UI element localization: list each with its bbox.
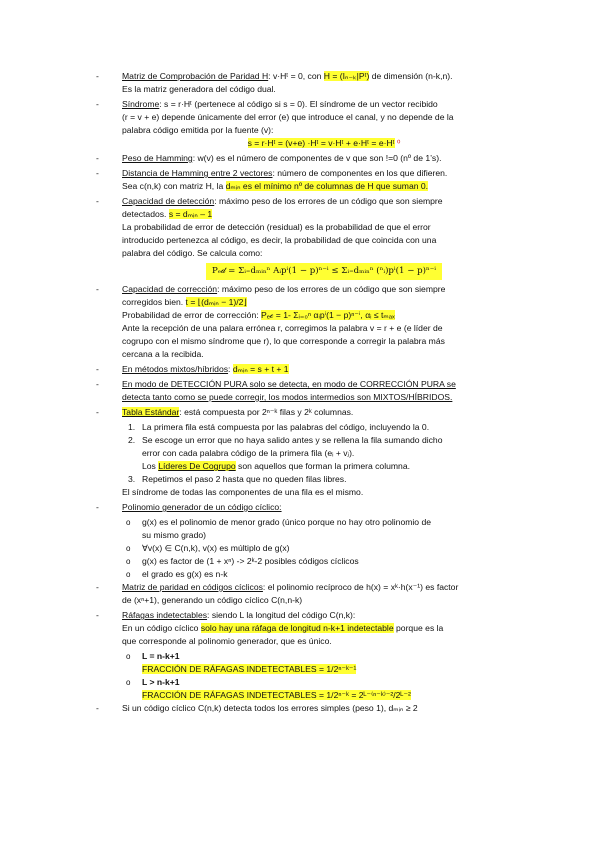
syndrome-formula: s = r·Hᵗ = (v+e) ·Hᵗ = v·Hᵗ + e·Hᵗ = e·Hᵗ (247, 138, 395, 148)
list-item: - En modo de DETECCIÓN PURA solo se detecta, en modo de CORRECCIÓN PURA se detecta tanto como se puede corregir, los modos intermedios son MIXTOS/HÍBRIDOS. (96, 379, 456, 402)
list-item: - Peso de Hamming: w(v) es el número de componentes de v que son !=0 (nº de 1’s). (96, 153, 442, 163)
list-item: - Tabla Estándar: está compuesta por 2ⁿ⁻ᵏ filas y 2ᵏ columnas. (96, 407, 354, 417)
sub-item: o ∀v(x) ∈ C(n,k), v(x) es múltiplo de g(x) (126, 543, 290, 553)
list-item: - Polinomio generador de un código cíclico: (96, 502, 282, 512)
numbered-item: 1. La primera fila está compuesta por las palabras del código, incluyendo la 0. (128, 422, 430, 432)
sub-item: o L > n-k+1 FRACCIÓN DE RÁFAGAS INDETECTABLES = 1/2ⁿ⁻ᵏ = 2ᴸ⁻⁽ⁿ⁻ᵏ⁾⁻²/2ᴸ⁻² (126, 677, 411, 700)
numbered-item: 2. Se escoge un error que no haya salido antes y se rellena la fila sumando dicho error con cada palabra código de la primera fila (eᵢ + vⱼ). Los Líderes De Cogrupo son aquellos que forman la primera columna. (128, 435, 443, 471)
sub-item: o g(x) es factor de (1 + xⁿ) -> 2ᵏ-2 posibles códigos cíclicos (126, 556, 359, 566)
document-body: - Matriz de Comprobación de Paridad H: v·Hᵗ = 0, con H = (Iₙ₋ₖ|Pᵗ) de dimensión (n-k,n). Es la matriz generadora del código dual. - Síndrome: s = r·Hᵗ (pertenece al código si s = 0). El síndrome de un vector recibido (r = v + e) depende únicamente del error (e) que introduce el canal, y no depende de la palabra código emitida por la fuente (v): s = r·Hᵗ = (v+e) ·Hᵗ = v·Hᵗ + e·Hᵗ = e·Hᵗ ⁰ - Peso de Hamming: w(v) es el número de componentes de v que son !=0 (nº de 1’s). - Distancia de Hamming entre 2 vectores: número de componentes en los que difieren. Sea c(n,k) con matriz H, la dₘᵢₙ es el mínimo nº de columnas de H que suman 0. - Capacidad de detección: máximo peso de los errores de un código que son siempre detectados. s = dₘᵢₙ – 1 La probabilidad de error de detección (residual) es la probabilidad de que el error introducido pertenezca al código, es decir, la probabilidad de que coincida con una palabra del código. Se calcula como: Pₑ𝒹 = Σᵢ₌dₘᵢₙⁿ Aᵢpⁱ(1 − p)ⁿ⁻ⁱ ≤ Σᵢ₌dₘᵢₙⁿ (ⁿᵢ)pⁱ(1 − p)ⁿ⁻ⁱ - Capacidad de corrección: máximo peso de los errores de un código que son siempre corregidos bien. t = ⌊(dₘᵢₙ − 1)/2⌋ Probabilidad de error de corrección: Pₑ𝒸 = 1- Σᵢ₌₀ⁿ αᵢpⁱ(1 − p)ⁿ⁻ⁱ, αᵢ ≤ tₘₐₓ Ante la recepción de una palara errónea r, corregimos la palabra v = r + e (e líder de cogrupo con el mismo síndrome que r), lo que corresponde a corregir la palabra más cercana a la recibida. - En métodos mixtos/híbridos: dₘᵢₙ = s + t + 1 - En modo de DETECCIÓN PURA solo se detecta, en modo de CORRECCIÓN PURA se detecta tanto como se puede corregir, los modos intermedios son MIXTOS/HÍBRIDOS. - Tabla Estándar: está compuesta por 2ⁿ⁻ᵏ filas y 2ᵏ columnas. 1. La primera fila está compuesta por las palabras del código, incluyendo la 0. 2. Se escoge un error que no haya salido antes y se rellena la fila sumando dicho error con cada palabra código de la primera fila (eᵢ + vⱼ). Los Líderes De Cogrupo son aquellos que forman la primera columna. 3. Repetimos el paso 2 hasta que no queden filas libres. El síndrome de todas las componentes de una fila es el mismo. - Polinomio generador de un código cíclico: o g(x) es el polinomio de menor grado (único porque no hay otro polinomio de su mismo grado) o ∀v(x) ∈ C(n,k), v(x) es múltiplo de g(x) o g(x) es factor de (1 + xⁿ) -> 2ᵏ-2 posibles códigos cíclicos o el grado es g(x) es n-k - Matriz de paridad en códigos cíclicos: el polinomio recíproco de h(x) = xᵏ·h(x⁻¹) es factor de (xⁿ+1), generando un código cíclico C(n,n-k) - Ráfagas indetectables: siendo L la longitud del código C(n,k): En un código cíclico solo hay una ráfaga de longitud n-k+1 indetectable porque es la que corresponde al polinomio generador, que es único. o L = n-k+1 FRACCIÓN DE RÁFAGAS INDETECTABLES = 1/2ⁿ⁻ᵏ⁻¹ o L > n-k+1 FRACCIÓN DE RÁFAGAS INDETECTABLES = 1/2ⁿ⁻ᵏ = 2ᴸ⁻⁽ⁿ⁻ᵏ⁾⁻²/2ᴸ⁻² - Si un código cíclico C(n,k) detecta todos los errores simples (peso 1), dₘᵢₙ ≥ 2 (96, 70, 526, 717)
list-item: - Matriz de paridad en códigos cíclicos: el polinomio recíproco de h(x) = xᵏ·h(x⁻¹) es factor de (xⁿ+1), generando un código cíclico C(n,n-k) (96, 582, 459, 605)
sub-item: o L = n-k+1 FRACCIÓN DE RÁFAGAS INDETECTABLES = 1/2ⁿ⁻ᵏ⁻¹ (126, 651, 357, 674)
list-item: - Síndrome: s = r·Hᵗ (pertenece al código si s = 0). El síndrome de un vector recibido (r = v + e) depende únicamente del error (e) que introduce el canal, y no depende de la palabra código emitida por la fuente (v): s = r·Hᵗ = (v+e) ·Hᵗ = v·Hᵗ + e·Hᵗ = e·Hᵗ ⁰ (96, 99, 454, 148)
sub-item: o el grado es g(x) es n-k (126, 569, 228, 579)
list-item: - Capacidad de detección: máximo peso de los errores de un código que son siempre detectados. s = dₘᵢₙ – 1 La probabilidad de error de detección (residual) es la probabilidad de que el error introducido pertenezca al código, es decir, la probabilidad de que coincida con una palabra del código. Se calcula como: Pₑ𝒹 = Σᵢ₌dₘᵢₙⁿ Aᵢpⁱ(1 − p)ⁿ⁻ⁱ ≤ Σᵢ₌dₘᵢₙⁿ (ⁿᵢ)pⁱ(1 − p)ⁿ⁻ⁱ (96, 195, 526, 280)
list-item: - Matriz de Comprobación de Paridad H: v·Hᵗ = 0, con H = (Iₙ₋ₖ|Pᵗ) de dimensión (n-k,n). Es la matriz generadora del código dual. (96, 71, 453, 94)
list-item: - Distancia de Hamming entre 2 vectores: número de componentes en los que difieren. Sea c(n,k) con matriz H, la dₘᵢₙ es el mínimo nº de columnas de H que suman 0. (96, 168, 448, 191)
numbered-item: 3. Repetimos el paso 2 hasta que no queden filas libres. (128, 474, 347, 484)
list-item: - Capacidad de corrección: máximo peso de los errores de un código que son siempre corregidos bien. t = ⌊(dₘᵢₙ − 1)/2⌋ Probabilidad de error de corrección: Pₑ𝒸 = 1- Σᵢ₌₀ⁿ αᵢpⁱ(1 − p)ⁿ⁻ⁱ, αᵢ ≤ tₘₐₓ Ante la recepción de una palara errónea r, corregimos la palabra v = r + e (e líder de cogrupo con el mismo síndrome que r), lo que corresponde a corregir la palabra más cercana a la recibida. (96, 284, 446, 359)
list-item: - Si un código cíclico C(n,k) detecta todos los errores simples (peso 1), dₘᵢₙ ≥ 2 (96, 703, 418, 713)
list-item: - En métodos mixtos/híbridos: dₘᵢₙ = s + t + 1 (96, 364, 289, 374)
list-item: - Ráfagas indetectables: siendo L la longitud del código C(n,k): En un código cíclico solo hay una ráfaga de longitud n-k+1 indetectable porque es la que corresponde al polinomio generador, que es único. (96, 610, 444, 646)
sub-item: o g(x) es el polinomio de menor grado (único porque no hay otro polinomio de su mismo grado) (126, 517, 432, 540)
error-probability-formula: Pₑ𝒹 = Σᵢ₌dₘᵢₙⁿ Aᵢpⁱ(1 − p)ⁿ⁻ⁱ ≤ Σᵢ₌dₘᵢₙⁿ (ⁿᵢ)pⁱ(1 − p)ⁿ⁻ⁱ (206, 263, 442, 280)
